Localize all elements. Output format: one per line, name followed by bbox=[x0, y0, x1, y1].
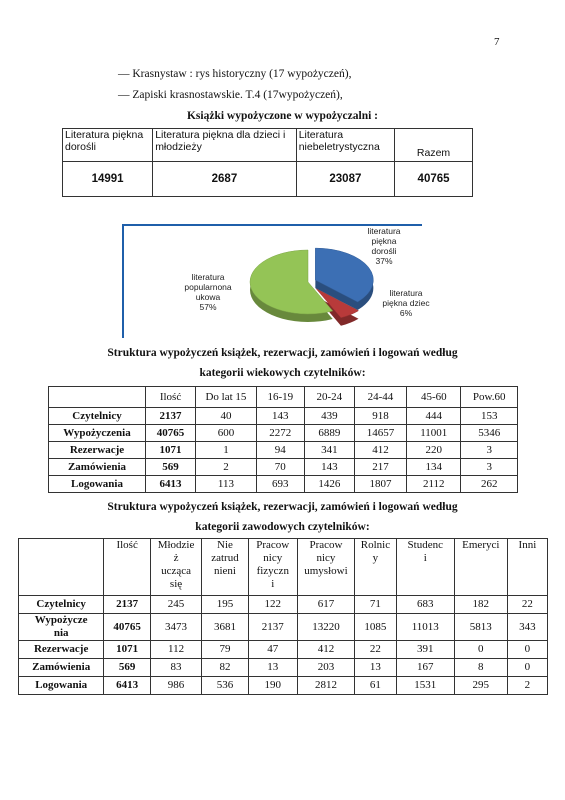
table-cell: 83 bbox=[150, 659, 201, 677]
summary-value-cell: 23087 bbox=[296, 162, 394, 197]
occupation-table bbox=[18, 538, 548, 695]
table-cell: 82 bbox=[202, 659, 249, 677]
list-item-krasnystaw: — Krasnystaw : rys historyczny (17 wypożyczeń), bbox=[118, 68, 352, 80]
row-label: Zamówienia bbox=[49, 459, 146, 476]
occ-header-cell: Nie zatrud nieni bbox=[202, 539, 249, 596]
table-cell: 0 bbox=[507, 659, 547, 677]
table-cell: 143 bbox=[256, 408, 304, 425]
table-cell: 693 bbox=[256, 476, 304, 493]
table-cell: 569 bbox=[104, 659, 151, 677]
table-cell: 439 bbox=[304, 408, 354, 425]
table-row bbox=[49, 459, 518, 476]
table-cell: 8 bbox=[454, 659, 507, 677]
table-row bbox=[49, 408, 518, 425]
occ-header-cell: Ilość bbox=[104, 539, 151, 596]
table-cell: 94 bbox=[256, 442, 304, 459]
summary-heading: Książki wypożyczone w wypożyczalni : bbox=[186, 110, 378, 122]
occ-header-cell: Studenc i bbox=[396, 539, 454, 596]
table-cell: 153 bbox=[461, 408, 518, 425]
occ-header-cell bbox=[19, 539, 104, 596]
table-cell: 79 bbox=[202, 641, 249, 659]
table-cell: 167 bbox=[396, 659, 454, 677]
table-cell: 536 bbox=[202, 677, 249, 695]
row-label: Rezerwacje bbox=[19, 641, 104, 659]
pie-label-dzieci: literatura piękna dziec 6% bbox=[382, 288, 430, 318]
table-row bbox=[19, 596, 548, 614]
table-cell: 112 bbox=[150, 641, 201, 659]
table-row bbox=[19, 659, 548, 677]
table-cell: 2 bbox=[507, 677, 547, 695]
table-cell: 2137 bbox=[104, 596, 151, 614]
table-cell: 1531 bbox=[396, 677, 454, 695]
table-cell: 6889 bbox=[304, 425, 354, 442]
table-cell: 5346 bbox=[461, 425, 518, 442]
age-header-cell: 20-24 bbox=[304, 387, 354, 408]
table-cell: 14657 bbox=[354, 425, 406, 442]
age-table bbox=[48, 386, 518, 493]
table-cell: 2272 bbox=[256, 425, 304, 442]
page-number: 7 bbox=[494, 36, 500, 48]
occ-header-cell: Emeryci bbox=[454, 539, 507, 596]
table-cell: 986 bbox=[150, 677, 201, 695]
age-header-cell: Do lat 15 bbox=[196, 387, 257, 408]
table-cell: 22 bbox=[355, 641, 397, 659]
summary-header-cell: Literatura piękna dorośli bbox=[63, 129, 153, 162]
table-cell: 600 bbox=[196, 425, 257, 442]
table-cell: 3 bbox=[461, 442, 518, 459]
table-cell: 134 bbox=[407, 459, 461, 476]
table-row bbox=[19, 614, 548, 641]
occ-heading-line2: kategorii zawodowych czytelników: bbox=[195, 521, 370, 533]
row-label: Wypożycze nia bbox=[19, 614, 104, 641]
table-cell: 3 bbox=[461, 459, 518, 476]
table-cell: 13 bbox=[248, 659, 297, 677]
table-cell: 1071 bbox=[104, 641, 151, 659]
table-cell: 2112 bbox=[407, 476, 461, 493]
table-cell: 569 bbox=[145, 459, 195, 476]
table-cell: 1 bbox=[196, 442, 257, 459]
table-cell: 203 bbox=[297, 659, 354, 677]
summary-header-cell: Razem bbox=[395, 129, 473, 162]
table-cell: 47 bbox=[248, 641, 297, 659]
age-header-cell bbox=[49, 387, 146, 408]
table-row bbox=[19, 641, 548, 659]
table-cell: 182 bbox=[454, 596, 507, 614]
table-cell: 40 bbox=[196, 408, 257, 425]
table-cell: 2137 bbox=[248, 614, 297, 641]
table-cell: 683 bbox=[396, 596, 454, 614]
table-cell: 6413 bbox=[104, 677, 151, 695]
table-cell: 1085 bbox=[355, 614, 397, 641]
table-cell: 918 bbox=[354, 408, 406, 425]
row-label: Czytelnicy bbox=[49, 408, 146, 425]
list-item-zapiski: — Zapiski krasnostawskie. T.4 (17wypożyczeń), bbox=[118, 89, 343, 101]
table-cell: 11001 bbox=[407, 425, 461, 442]
table-cell: 217 bbox=[354, 459, 406, 476]
occ-header-cell: Pracow nicy umysłowi bbox=[297, 539, 354, 596]
age-heading-line1: Struktura wypożyczeń książek, rezerwacji, zamówień i logowań według bbox=[107, 347, 458, 359]
table-cell: 5813 bbox=[454, 614, 507, 641]
age-header-cell: 24-44 bbox=[354, 387, 406, 408]
table-cell: 3473 bbox=[150, 614, 201, 641]
table-cell: 0 bbox=[507, 641, 547, 659]
table-cell: 391 bbox=[396, 641, 454, 659]
occ-header-cell: Rolnic y bbox=[355, 539, 397, 596]
table-cell: 61 bbox=[355, 677, 397, 695]
table-cell: 13220 bbox=[297, 614, 354, 641]
table-cell: 220 bbox=[407, 442, 461, 459]
pie-label-popularno: literatura popularnona ukowa 57% bbox=[184, 272, 232, 312]
table-cell: 143 bbox=[304, 459, 354, 476]
table-cell: 262 bbox=[461, 476, 518, 493]
table-cell: 295 bbox=[454, 677, 507, 695]
row-label: Rezerwacje bbox=[49, 442, 146, 459]
pie-chart bbox=[122, 224, 430, 338]
table-row bbox=[49, 425, 518, 442]
occ-header-cell: Inni bbox=[507, 539, 547, 596]
row-label: Logowania bbox=[49, 476, 146, 493]
table-cell: 412 bbox=[297, 641, 354, 659]
table-cell: 341 bbox=[304, 442, 354, 459]
age-heading-line2: kategorii wiekowych czytelników: bbox=[199, 367, 366, 379]
table-cell: 113 bbox=[196, 476, 257, 493]
summary-value-cell: 40765 bbox=[395, 162, 473, 197]
table-cell: 2137 bbox=[145, 408, 195, 425]
age-header-cell: Ilość bbox=[145, 387, 195, 408]
summary-table bbox=[62, 128, 473, 197]
table-cell: 0 bbox=[454, 641, 507, 659]
table-cell: 70 bbox=[256, 459, 304, 476]
table-cell: 1426 bbox=[304, 476, 354, 493]
table-cell: 13 bbox=[355, 659, 397, 677]
table-row bbox=[49, 442, 518, 459]
table-row bbox=[49, 476, 518, 493]
table-cell: 343 bbox=[507, 614, 547, 641]
table-cell: 2 bbox=[196, 459, 257, 476]
summary-value-cell: 2687 bbox=[153, 162, 297, 197]
table-cell: 195 bbox=[202, 596, 249, 614]
table-cell: 71 bbox=[355, 596, 397, 614]
table-cell: 190 bbox=[248, 677, 297, 695]
table-cell: 40765 bbox=[104, 614, 151, 641]
pie-label-dorosli: literatura piękna dorośli 37% bbox=[367, 226, 401, 266]
age-header-cell: 45-60 bbox=[407, 387, 461, 408]
age-header-cell: 16-19 bbox=[256, 387, 304, 408]
table-cell: 1807 bbox=[354, 476, 406, 493]
table-row bbox=[19, 677, 548, 695]
table-cell: 1071 bbox=[145, 442, 195, 459]
table-cell: 122 bbox=[248, 596, 297, 614]
row-label: Wypożyczenia bbox=[49, 425, 146, 442]
table-cell: 444 bbox=[407, 408, 461, 425]
table-cell: 617 bbox=[297, 596, 354, 614]
occ-header-cell: Młodzie ż ucząca się bbox=[150, 539, 201, 596]
table-cell: 412 bbox=[354, 442, 406, 459]
row-label: Zamówienia bbox=[19, 659, 104, 677]
table-cell: 11013 bbox=[396, 614, 454, 641]
summary-header-cell: Literatura niebeletrystyczna bbox=[296, 129, 394, 162]
table-cell: 2812 bbox=[297, 677, 354, 695]
occ-header-cell: Pracow nicy fizyczn i bbox=[248, 539, 297, 596]
summary-value-cell: 14991 bbox=[63, 162, 153, 197]
age-header-cell: Pow.60 bbox=[461, 387, 518, 408]
table-cell: 6413 bbox=[145, 476, 195, 493]
summary-header-cell: Literatura piękna dla dzieci i młodzieży bbox=[153, 129, 297, 162]
row-label: Logowania bbox=[19, 677, 104, 695]
table-cell: 245 bbox=[150, 596, 201, 614]
row-label: Czytelnicy bbox=[19, 596, 104, 614]
occ-heading-line1: Struktura wypożyczeń książek, rezerwacji, zamówień i logowań według bbox=[107, 501, 458, 513]
table-cell: 22 bbox=[507, 596, 547, 614]
table-cell: 40765 bbox=[145, 425, 195, 442]
table-cell: 3681 bbox=[202, 614, 249, 641]
